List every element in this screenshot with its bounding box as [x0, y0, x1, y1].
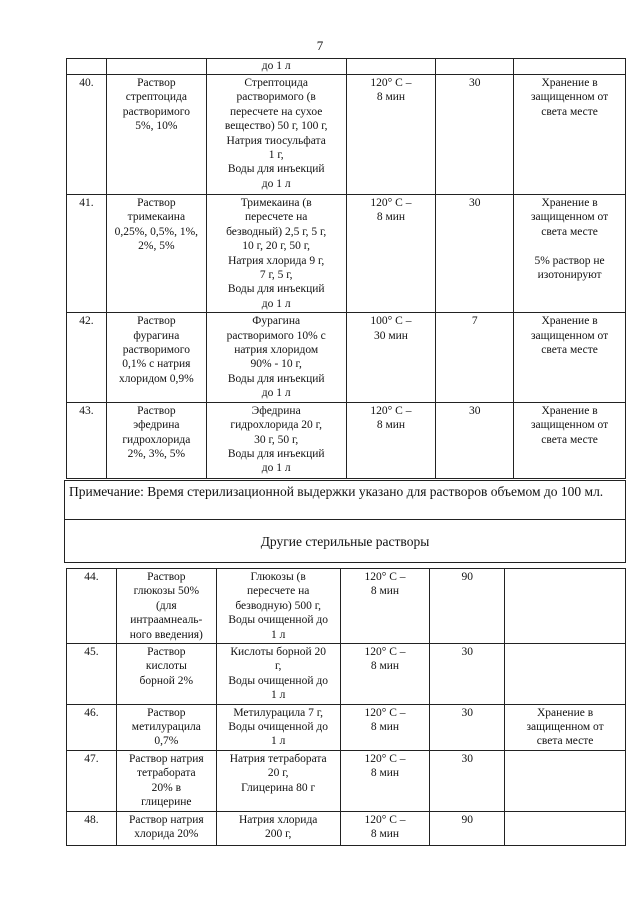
shelf-time: 30	[436, 195, 514, 313]
table-top-body	[67, 59, 626, 479]
table-bottom-body	[67, 569, 626, 846]
shelf-time: 30	[430, 750, 505, 811]
shelf-time: 90	[430, 569, 505, 644]
storage-note: Хранение в защищенном от света месте	[514, 313, 626, 402]
row-number: 42.	[67, 313, 107, 402]
note-table	[64, 480, 626, 563]
section-title: Другие стерильные растворы	[65, 520, 626, 563]
table-row	[67, 569, 626, 644]
row-number: 48.	[67, 811, 117, 845]
sterilization-mode: 120° С – 8 мин	[340, 750, 430, 811]
solution-name: Раствор фурагина растворимого 0,1% с натрия хлоридом 0,9%	[106, 313, 206, 402]
storage-note	[505, 750, 626, 811]
composition: Глюкозы (в пересчете на безводную) 500 г, Воды очищенной до 1 л	[216, 569, 340, 644]
table-bottom	[66, 568, 626, 846]
table-row	[65, 520, 626, 563]
page-number: 7	[316, 38, 324, 53]
sterilization-mode: 120° С – 8 мин	[346, 75, 436, 195]
storage-note: Хранение в защищенном от света месте 5% раствор не изотонируют	[514, 195, 626, 313]
sterilization-mode: 120° С – 8 мин	[346, 402, 436, 478]
storage-note: Хранение в защищенном от света месте	[505, 704, 626, 750]
composition: Фурагина растворимого 10% с натрия хлоридом 90% - 10 г, Воды для инъекций до 1 л	[206, 313, 346, 402]
storage-note	[505, 811, 626, 845]
row-number: 43.	[67, 402, 107, 478]
sterilization-mode: 120° С – 8 мин	[340, 644, 430, 705]
storage-note: Хранение в защищенном от света месте	[514, 402, 626, 478]
storage-note	[505, 644, 626, 705]
row-number: 45.	[67, 644, 117, 705]
table-row	[67, 195, 626, 313]
storage-note	[505, 569, 626, 644]
shelf-time: 30	[436, 75, 514, 195]
table-row	[67, 75, 626, 195]
shelf-time: 7	[436, 313, 514, 402]
sterilization-mode: 120° С – 8 мин	[340, 811, 430, 845]
solution-name: Раствор натрия тетрабората 20% в глицерине	[116, 750, 216, 811]
composition: Стрептоцида растворимого (в пересчете на сухое вещество) 50 г, 100 г, Натрия тиосульфата 1 г, Воды для инъекций до 1 л	[206, 75, 346, 195]
solution-name: Раствор метилурацила 0,7%	[116, 704, 216, 750]
shelf-time: 90	[430, 811, 505, 845]
table-row	[67, 704, 626, 750]
table-row	[67, 750, 626, 811]
solution-name: Раствор стрептоцида растворимого 5%, 10%	[106, 75, 206, 195]
composition: Натрия тетрабората 20 г, Глицерина 80 г	[216, 750, 340, 811]
sterilization-mode: 120° С – 8 мин	[340, 704, 430, 750]
table-row	[67, 811, 626, 845]
solution-name: Раствор натрия хлорида 20%	[116, 811, 216, 845]
table-row	[67, 644, 626, 705]
shelf-time: 30	[430, 644, 505, 705]
storage-note: Хранение в защищенном от света месте	[514, 75, 626, 195]
continuation-cell: до 1 л	[206, 59, 346, 75]
row-number: 40.	[67, 75, 107, 195]
composition: Эфедрина гидрохлорида 20 г, 30 г, 50 г, Воды для инъекций до 1 л	[206, 402, 346, 478]
sterilization-mode: 100° С – 30 мин	[346, 313, 436, 402]
composition: Метилурацила 7 г, Воды очищенной до 1 л	[216, 704, 340, 750]
solution-name: Раствор эфедрина гидрохлорида 2%, 3%, 5%	[106, 402, 206, 478]
table-top	[66, 58, 626, 479]
composition: Тримекаина (в пересчете на безводный) 2,5 г, 5 г, 10 г, 20 г, 50 г, Натрия хлорида 9 г, 7 г, 5 г, Воды для инъекций до 1 л	[206, 195, 346, 313]
shelf-time: 30	[430, 704, 505, 750]
row-number: 47.	[67, 750, 117, 811]
sterilization-mode: 120° С – 8 мин	[346, 195, 436, 313]
table-row	[65, 481, 626, 520]
shelf-time: 30	[436, 402, 514, 478]
composition: Натрия хлорида 200 г,	[216, 811, 340, 845]
row-number: 41.	[67, 195, 107, 313]
table-row	[67, 313, 626, 402]
solution-name: Раствор кислоты борной 2%	[116, 644, 216, 705]
note-text: Примечание: Время стерилизационной выдержки указано для растворов объемом до 100 мл.	[65, 481, 626, 520]
row-number: 44.	[67, 569, 117, 644]
solution-name: Раствор тримекаина 0,25%, 0,5%, 1%, 2%, 5%	[106, 195, 206, 313]
solution-name: Раствор глюкозы 50% (для интраамнеаль- ного введения)	[116, 569, 216, 644]
composition: Кислоты борной 20 г, Воды очищенной до 1 л	[216, 644, 340, 705]
table-row	[67, 402, 626, 478]
table-row	[67, 59, 626, 75]
row-number: 46.	[67, 704, 117, 750]
sterilization-mode: 120° С – 8 мин	[340, 569, 430, 644]
